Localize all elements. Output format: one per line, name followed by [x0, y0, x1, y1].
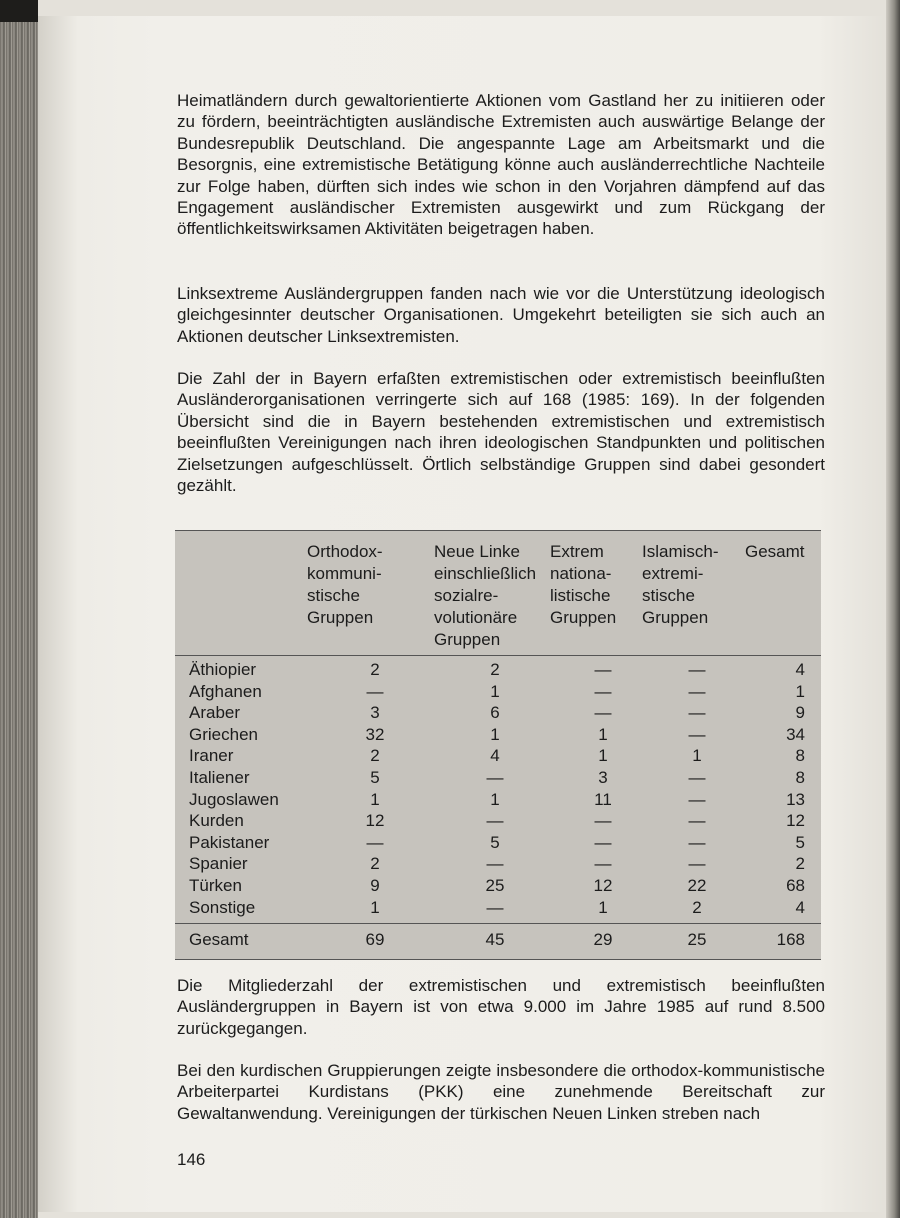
table-row: Iraner 2 4 1 1 8 [189, 746, 805, 766]
table-row: Spanier 2 — — — 2 [189, 854, 805, 874]
table-row: Kurden 12 — — — 12 [189, 811, 805, 831]
page-number: 146 [177, 1150, 206, 1169]
header-extrem-nationalistisch: Extrem nationa- listische Gruppen [550, 542, 617, 627]
table-row: Pakistaner — 5 — — 5 [189, 832, 805, 852]
paragraph-5: Bei den kurdischen Gruppierungen zeigte insbesondere die orthodox-kommunistische Arbeiterpartei Kurdistans (PKK) eine zunehmende Bereitschaft zur Gewaltanwendung. Vereinigungen der türkischen Neuen Linken streben nach [177, 1061, 825, 1123]
paragraph-2: Linksextreme Ausländergruppen fanden nach wie vor die Unterstützung ideologisch gleichgesinnter deutscher Organisationen. Umgekehrt beteiligten sie sich auch an Aktionen deutscher Linksextremisten. [177, 284, 825, 346]
paragraph-3: Die Zahl der in Bayern erfaßten extremistischen oder extremistisch beeinflußten Ausländerorganisationen verringerte sich auf 168 (1985: 169). In der folgenden Übersicht sind die in Bayern bestehenden extremistischen und extremistisch beeinflußten Vereinigungen nach ihren ideologischen Standpunkten und politischen Zielsetzungen aufgeschlüsselt. Örtlich selbständige Gruppen sind dabei gesondert gezählt. [177, 369, 825, 496]
table-row: Äthiopier 2 2 — — 4 [189, 660, 805, 679]
page-edge [886, 0, 900, 1218]
book-spine-top [0, 0, 38, 22]
table-row: Griechen 32 1 1 — 34 [189, 724, 805, 744]
header-neue-linke: Neue Linke einschließlich sozialre- volutionäre Gruppen [434, 542, 537, 649]
paragraph-1: Heimatländern durch gewaltorientierte Aktionen vom Gastland her zu initiieren oder zu fördern, beeinträchtigten ausländische Extremisten auch auswärtige Belange der Bundesrepublik Deutschland. Die angespannte Lage am Arbeitsmarkt und die Besorgnis, eine extremistische Betätigung könne auch ausländerrechtliche Nachteile zur Folge haben, dürften sich indes wie schon in den Vorjahren dämpfend auf das Engagement ausländischer Extremisten ausgewirkt und zum Rückgang der öffentlichkeitswirksamen Aktivitäten beigetragen haben. [177, 91, 825, 239]
table-row: Sonstige 1 — 1 2 4 [189, 897, 805, 917]
table-row: Afghanen — 1 — — 1 [189, 681, 805, 701]
table-row: Türken 9 25 12 22 68 [189, 876, 805, 895]
table-row: Jugoslawen 1 1 11 — 13 [189, 789, 805, 809]
table-total-row: Gesamt 69 45 29 25 168 [189, 930, 805, 949]
header-separator [175, 655, 821, 656]
table-row: Italiener 5 — 3 — 8 [189, 768, 805, 787]
header-islamisch: Islamisch- extremi- stische Gruppen [642, 542, 719, 627]
header-gesamt: Gesamt [745, 542, 805, 561]
statistics-table [175, 530, 821, 960]
book-spine [0, 0, 38, 1218]
table-row: Araber 3 6 — — 9 [189, 703, 805, 723]
paragraph-4: Die Mitgliederzahl der extremistischen und extremistisch beeinflußten Ausländergruppen in Bayern ist von etwa 9.000 im Jahre 1985 auf rund 8.500 zurückgegangen. [177, 976, 825, 1038]
header-orthodox: Orthodox- kommuni- stische Gruppen [307, 542, 383, 627]
total-separator [175, 923, 821, 924]
